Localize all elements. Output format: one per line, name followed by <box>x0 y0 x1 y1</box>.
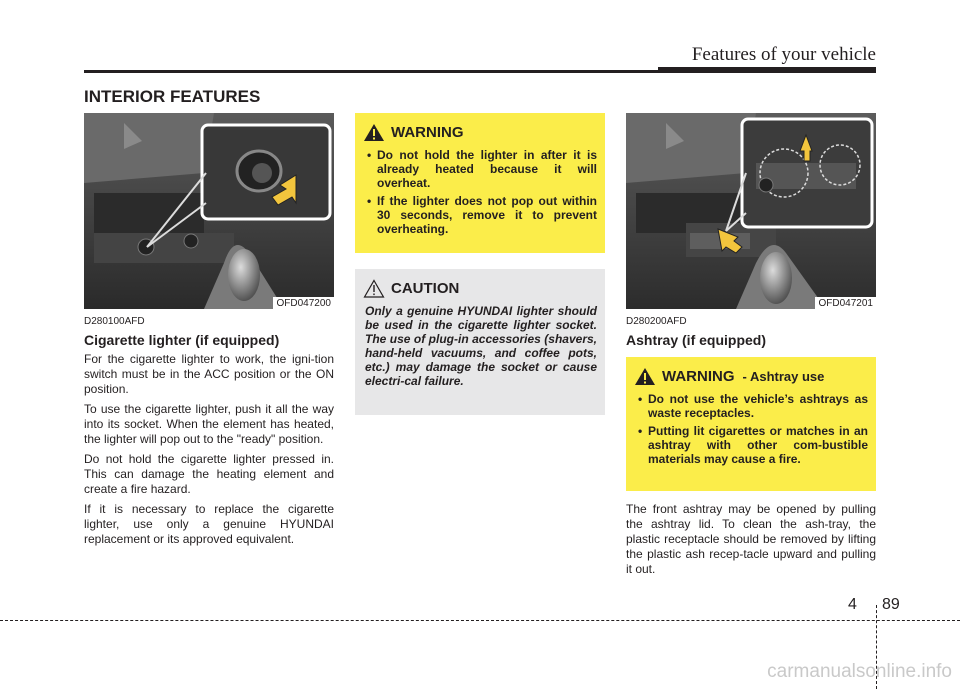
body-paragraph: Do not hold the cigarette lighter pressed in. This can damage the heating element and create a fire hazard. <box>84 452 334 496</box>
chapter-number: 4 <box>848 596 857 613</box>
body-paragraph: For the cigarette lighter to work, the igni-tion switch must be in the ACC position or the ON position. <box>84 352 334 396</box>
ashtray-body <box>626 502 876 582</box>
body-paragraph: If it is necessary to replace the cigarette lighter, use only a genuine HYUNDAI replacement or its approved equivalent. <box>84 502 334 546</box>
lighter-warning-box <box>355 113 605 253</box>
header-title: Features of your vehicle <box>691 44 876 65</box>
ashtray-photo <box>626 113 876 309</box>
watermark: carmanualsonline.info <box>767 661 952 682</box>
caution-triangle-icon <box>363 279 385 298</box>
page-number: 89 <box>882 596 900 613</box>
body-paragraph: To use the cigarette lighter, push it all the way into its socket. When the element has heated, the lighter will pop out to the "ready" position. <box>84 402 334 446</box>
warning-triangle-icon <box>363 123 385 142</box>
image-code: OFD047200 <box>273 297 334 309</box>
footer-rule <box>0 620 960 621</box>
warning-item: • Do not use the vehicle’s ashtrays as waste receptacles. <box>634 392 868 420</box>
cigarette-lighter-section <box>84 316 334 552</box>
image-code: OFD047201 <box>815 297 876 309</box>
caution-title: CAUTION <box>391 280 460 297</box>
section-title: INTERIOR FEATURES <box>84 87 261 106</box>
header-rule-accent <box>658 67 876 73</box>
warning-subtitle: - Ashtray use <box>742 369 825 384</box>
lighter-caution-box <box>355 269 605 415</box>
cigarette-lighter-heading: Cigarette lighter (if equipped) <box>84 332 280 348</box>
reference-code: D280200AFD <box>626 316 687 327</box>
reference-code: D280100AFD <box>84 316 145 327</box>
warning-item: • Putting lit cigarettes or matches in an ashtray with other com-bustible materials may cause a fire. <box>634 424 868 466</box>
ashtray-section <box>626 316 876 352</box>
ashtray-warning-box <box>626 357 876 491</box>
cigarette-lighter-photo <box>84 113 334 309</box>
warning-triangle-icon <box>634 367 656 386</box>
caution-text: Only a genuine HYUNDAI lighter should be used in the cigarette lighter socket. The use of plug-in accessories (shavers, hand-held vacuums, and coffee pots, etc.) may damage the socket or cause electri-cal failure. <box>365 304 597 388</box>
warning-title: WARNING <box>391 124 464 141</box>
ashtray-heading: Ashtray (if equipped) <box>626 332 767 348</box>
warning-item: • Do not hold the lighter in after it is already heated because it will overheat. <box>363 148 597 190</box>
warning-title: WARNING <box>662 368 735 385</box>
body-paragraph: The front ashtray may be opened by pulling the ashtray lid. To clean the ash-tray, the plastic receptacle should be removed by lifting the plastic ash recep-tacle upward and pulling it out. <box>626 502 876 576</box>
warning-item: • If the lighter does not pop out within 30 seconds, remove it to prevent overheating. <box>363 194 597 236</box>
